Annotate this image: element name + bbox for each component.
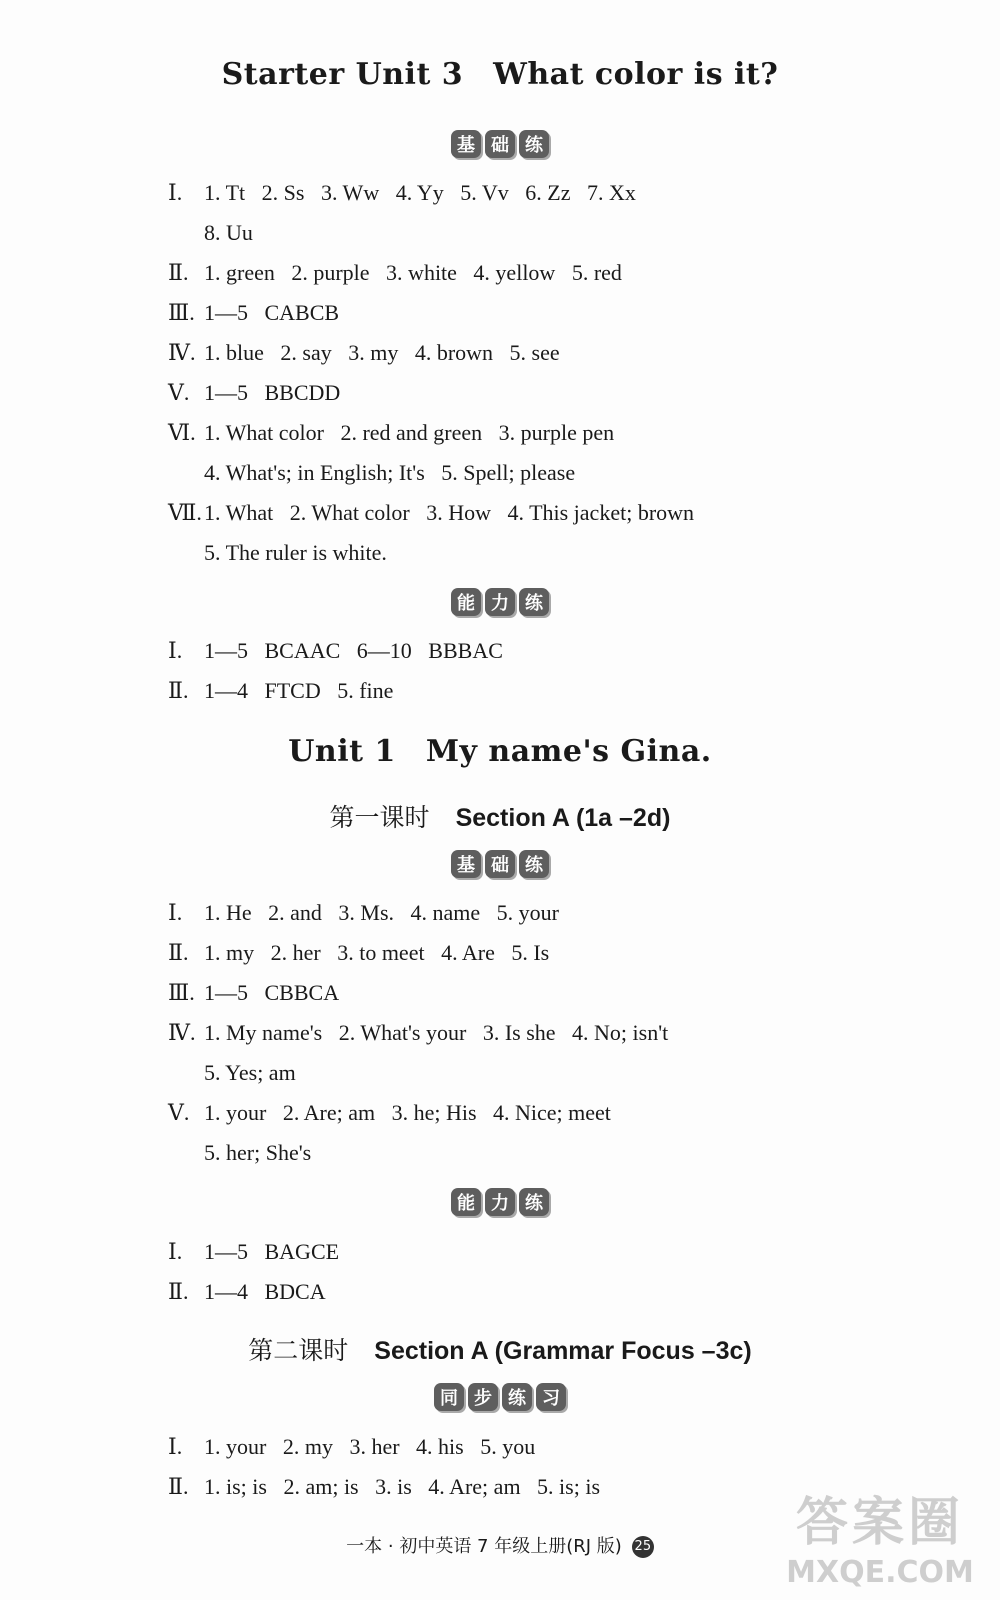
- answer-text: 1—5 CBBCA: [204, 980, 340, 1005]
- answer-line: [168, 1060, 296, 1086]
- badge-char: 力: [485, 1188, 515, 1216]
- roman-numeral: Ⅶ.: [168, 500, 202, 525]
- answer-line: [168, 678, 393, 704]
- badge-char: 练: [519, 1188, 549, 1216]
- answer-text: 1. blue 2. say 3. my 4. brown 5. see: [204, 340, 560, 365]
- answer-line: [168, 638, 503, 664]
- watermark-logo: 答案圈 MXQE.COM: [786, 1493, 974, 1590]
- ability-practice-badge: [0, 588, 1000, 618]
- badge-char: 习: [536, 1383, 566, 1411]
- badge-char: 基: [451, 130, 481, 158]
- answer-text: 5. her; She's: [204, 1140, 312, 1165]
- badge-char: 基: [451, 850, 481, 878]
- answer-text: 1. my 2. her 3. to meet 4. Are 5. Is: [204, 940, 550, 965]
- answer-line: [168, 980, 339, 1006]
- roman-numeral: Ⅵ.: [168, 420, 196, 445]
- roman-numeral: Ⅳ.: [168, 1020, 196, 1045]
- badge-char: 练: [502, 1383, 532, 1411]
- roman-numeral: Ⅲ.: [168, 980, 195, 1005]
- badge-char: 练: [519, 130, 549, 158]
- basic-practice-badge: [0, 130, 1000, 160]
- roman-numeral: Ⅰ.: [168, 638, 183, 663]
- answer-text: 8. Uu: [204, 220, 253, 245]
- badge-char: 练: [519, 850, 549, 878]
- answer-line: [168, 260, 622, 286]
- starter-unit-title: Starter Unit 3 What color is it?: [221, 57, 779, 92]
- page-number: 25: [632, 1536, 654, 1558]
- basic-practice-badge: [0, 850, 1000, 880]
- answer-text: 1. He 2. and 3. Ms. 4. name 5. your: [204, 900, 560, 925]
- answer-line: [168, 940, 549, 966]
- answer-line: [168, 1434, 535, 1460]
- badge-char: 力: [485, 588, 515, 616]
- answer-text: 1. My name's 2. What's your 3. Is she 4. No; isn't: [204, 1020, 669, 1045]
- roman-numeral: Ⅰ.: [168, 900, 183, 925]
- answer-line: [168, 1239, 339, 1265]
- unit1-title: Unit 1 My name's Gina.: [288, 734, 712, 769]
- roman-numeral: Ⅰ.: [168, 1239, 183, 1264]
- answer-text: 1. What color 2. red and green 3. purple pen: [204, 420, 615, 445]
- answer-line: [168, 220, 253, 246]
- badge-char: 练: [519, 588, 549, 616]
- answer-text: 1. your 2. Are; am 3. he; His 4. Nice; meet: [204, 1100, 611, 1125]
- roman-numeral: Ⅰ.: [168, 1434, 183, 1459]
- answer-text: 1. your 2. my 3. her 4. his 5. you: [204, 1434, 536, 1459]
- answer-line: [168, 1020, 668, 1046]
- badge-char: 能: [451, 588, 481, 616]
- roman-numeral: Ⅳ.: [168, 340, 196, 365]
- answer-text: 5. Yes; am: [204, 1060, 296, 1085]
- roman-numeral: Ⅱ.: [168, 940, 189, 965]
- answer-line: [168, 540, 387, 566]
- answer-text: 1. green 2. purple 3. white 4. yellow 5. red: [204, 260, 622, 285]
- badge-char: 础: [485, 850, 515, 878]
- badge-char: 能: [451, 1188, 481, 1216]
- answer-line: [168, 1474, 600, 1500]
- badge-char: 同: [434, 1383, 464, 1411]
- answer-line: [168, 420, 614, 446]
- roman-numeral: Ⅰ.: [168, 180, 183, 205]
- answer-line: [168, 500, 694, 526]
- answer-line: [168, 300, 339, 326]
- answer-line: [168, 1100, 611, 1126]
- roman-numeral: Ⅱ.: [168, 260, 189, 285]
- answer-line: [168, 460, 575, 486]
- roman-numeral: Ⅱ.: [168, 1279, 189, 1304]
- answer-line: [168, 1140, 311, 1166]
- answer-text: 1. Tt 2. Ss 3. Ww 4. Yy 5. Vv 6. Zz 7. Xx: [204, 180, 636, 205]
- answer-text: 1—5 BAGCE: [204, 1239, 340, 1264]
- roman-numeral: Ⅲ.: [168, 300, 195, 325]
- page-footer: 一本 · 初中英语 7 年级上册(RJ 版) 25: [0, 1532, 1000, 1558]
- answer-text: 1—5 BBCDD: [204, 380, 341, 405]
- answer-text: 5. The ruler is white.: [204, 540, 387, 565]
- answer-line: [168, 340, 560, 366]
- answer-text: 1—4 BDCA: [204, 1279, 326, 1304]
- badge-char: 础: [485, 130, 515, 158]
- sync-practice-badge: [0, 1383, 1000, 1413]
- roman-numeral: Ⅱ.: [168, 1474, 189, 1499]
- answer-text: 1. is; is 2. am; is 3. is 4. Are; am 5. is; is: [204, 1474, 601, 1499]
- roman-numeral: Ⅴ.: [168, 380, 190, 405]
- lesson2-title: 第二课时 Section A (Grammar Focus –3c): [248, 1336, 752, 1365]
- answer-text: 4. What's; in English; It's 5. Spell; please: [204, 460, 576, 485]
- answer-text: 1—5 BCAAC 6—10 BBBAC: [204, 638, 503, 663]
- roman-numeral: Ⅴ.: [168, 1100, 190, 1125]
- badge-char: 步: [468, 1383, 498, 1411]
- answer-text: 1. What 2. What color 3. How 4. This jacket; brown: [204, 500, 695, 525]
- answer-line: [168, 180, 636, 206]
- ability-practice-badge: [0, 1188, 1000, 1218]
- answer-text: 1—5 CABCB: [204, 300, 340, 325]
- answer-line: [168, 380, 340, 406]
- lesson1-title: 第一课时 Section A (1a –2d): [329, 803, 671, 832]
- answer-text: 1—4 FTCD 5. fine: [204, 678, 394, 703]
- roman-numeral: Ⅱ.: [168, 678, 189, 703]
- answer-line: [168, 1279, 326, 1305]
- answer-line: [168, 900, 559, 926]
